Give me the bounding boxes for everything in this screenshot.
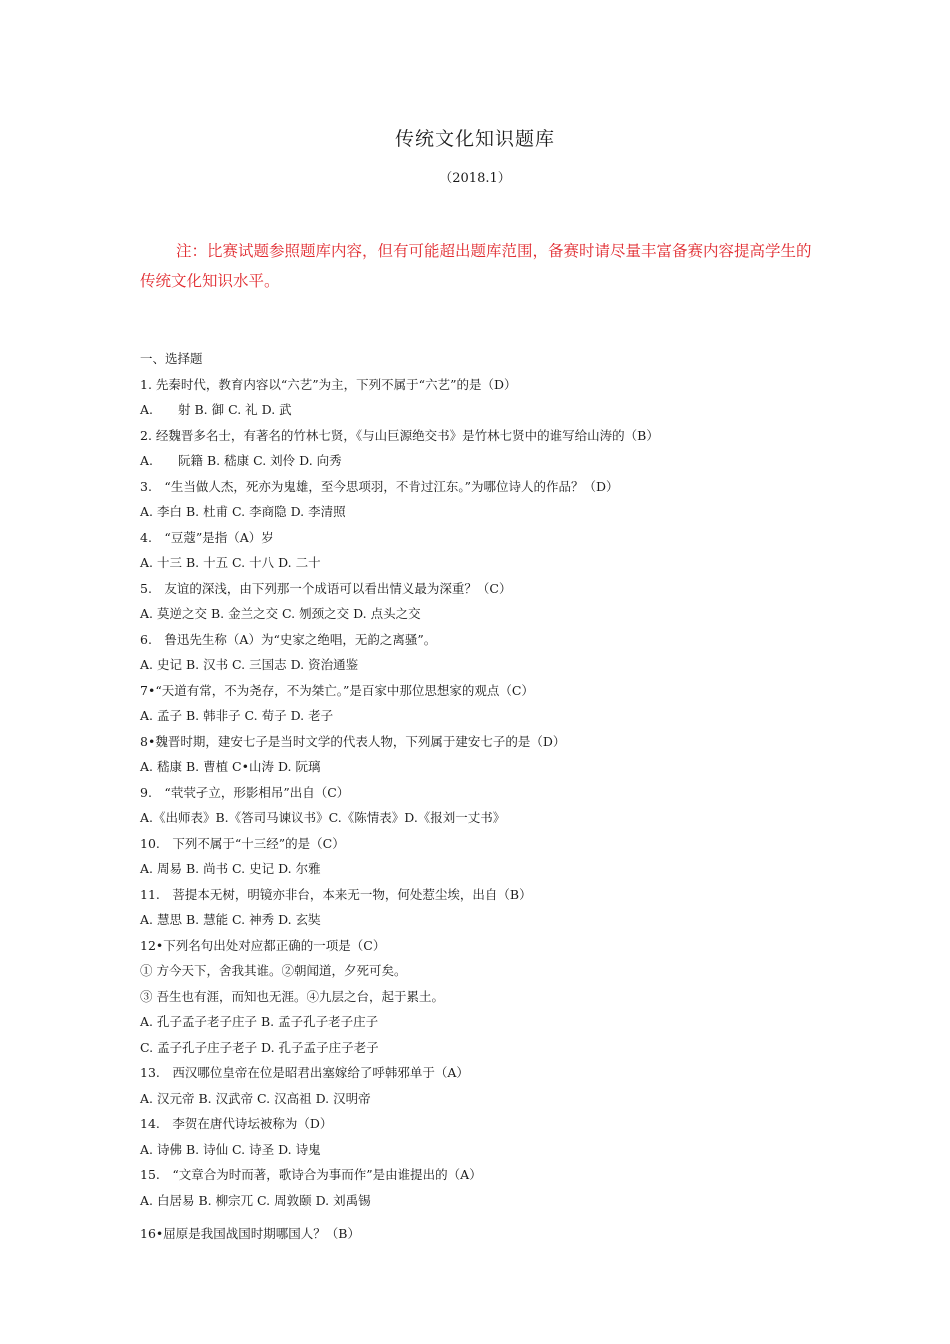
question-line: A. 十三 B. 十五 C. 十八 D. 二十 — [140, 555, 321, 570]
question-line: 4. “豆蔻”是指（A）岁 — [140, 529, 274, 545]
section-heading: 一、选择题 — [140, 351, 203, 366]
question-line: 2. 经魏晋多名士，有著名的竹林七贤，《与山巨源绝交书》是竹林七贤中的谁写给山涛的（B） — [140, 427, 659, 443]
question-line: A. 阮籍 B. 嵇康 C. 刘伶 D. 向秀 — [140, 453, 342, 468]
question-line: A. 周易 B. 尚书 C. 史记 D. 尔雅 — [140, 861, 321, 876]
question-line: A. 汉元帝 B. 汉武帝 C. 汉高祖 D. 汉明帝 — [140, 1090, 371, 1106]
question-line: 15. “文章合为时而著，歌诗合为事而作”是由谁提出的（A） — [140, 1167, 482, 1182]
question-line: A. 诗佛 B. 诗仙 C. 诗圣 D. 诗鬼 — [140, 1141, 321, 1157]
question-line: 8•魏晋时期，建安七子是当时文学的代表人物，下列属于建安七子的是（D） — [140, 733, 566, 749]
question-line: A. 孔子孟子老子庄子 B. 孟子孔子老子庄子 — [140, 1014, 379, 1029]
question-line: ③ 吾生也有涯，而知也无涯。④九层之台，起于累土。 — [140, 988, 444, 1004]
question-line: 16•屈原是我国战国时期哪国人？（B） — [140, 1226, 360, 1241]
question-line: ① 方今天下，舍我其谁。②朝闻道，夕死可矣。 — [140, 963, 407, 978]
question-line: 3. “生当做人杰，死亦为鬼雄，至今思项羽，不肯过江东。”为哪位诗人的作品？（D） — [140, 478, 619, 494]
question-line: C. 孟子孔子庄子老子 D. 孔子孟子庄子老子 — [140, 1039, 379, 1055]
question-line: A.《出师表》B.《答司马谏议书》C.《陈情表》D.《报刘一丈书》 — [140, 810, 506, 825]
document-title: 传统文化知识题库 — [394, 128, 555, 150]
question-line: 5. 友谊的深浅，由下列那一个成语可以看出情义最为深重？（C） — [140, 580, 512, 596]
question-line: A. 嵇康 B. 曹植 C•山涛 D. 阮璃 — [140, 759, 321, 774]
question-line: 13. 西汉哪位皇帝在位是昭君出塞嫁给了呼韩邪单于（A） — [140, 1065, 469, 1080]
question-line: A. 慧思 B. 慧能 C. 神秀 D. 玄奘 — [140, 912, 321, 927]
question-line: A. 史记 B. 汉书 C. 三国志 D. 资治通鉴 — [140, 657, 359, 672]
question-line: 14. 李贺在唐代诗坛被称为（D） — [140, 1116, 333, 1131]
question-line: 9. “茕茕孑立，形影相吊”出自（C） — [140, 784, 350, 800]
question-list — [140, 350, 840, 1251]
question-line: A. 射 B. 御 C. 礼 D. 武 — [140, 402, 292, 417]
question-line: 12•下列名句出处对应都正确的一项是（C） — [140, 937, 386, 953]
question-line: A. 莫逆之交 B. 金兰之交 C. 刎颈之交 D. 点头之交 — [140, 606, 421, 621]
question-line: 6. 鲁迅先生称（A）为“史家之绝唱，无韵之离骚”。 — [140, 631, 437, 647]
document-date: （2018.1） — [439, 171, 511, 186]
question-line: A. 孟子 B. 韩非子 C. 荀子 D. 老子 — [140, 708, 334, 723]
question-line: 1. 先秦时代，教育内容以“六艺”为主，下列不属于“六艺”的是（D） — [140, 376, 517, 392]
question-line: A. 李白 B. 杜甫 C. 李商隐 D. 李清照 — [140, 504, 346, 519]
question-line: 10. 下列不属于“十三经”的是（C） — [140, 835, 345, 851]
competition-note: 注：比赛试题参照题库内容，但有可能超出题库范围，备赛时请尽量丰富备赛内容提高学生的传统文化知识水平。 — [140, 242, 812, 290]
question-line: A. 白居易 B. 柳宗兀 C. 周敦颐 D. 刘禹锡 — [140, 1192, 371, 1208]
question-line: 11. 菩提本无树，明镜亦非台，本来无一物，何处惹尘埃，出自（B） — [140, 886, 532, 902]
question-line: 7•“天道有常，不为尧存，不为桀亡。”是百家中那位思想家的观点（C） — [140, 682, 534, 698]
